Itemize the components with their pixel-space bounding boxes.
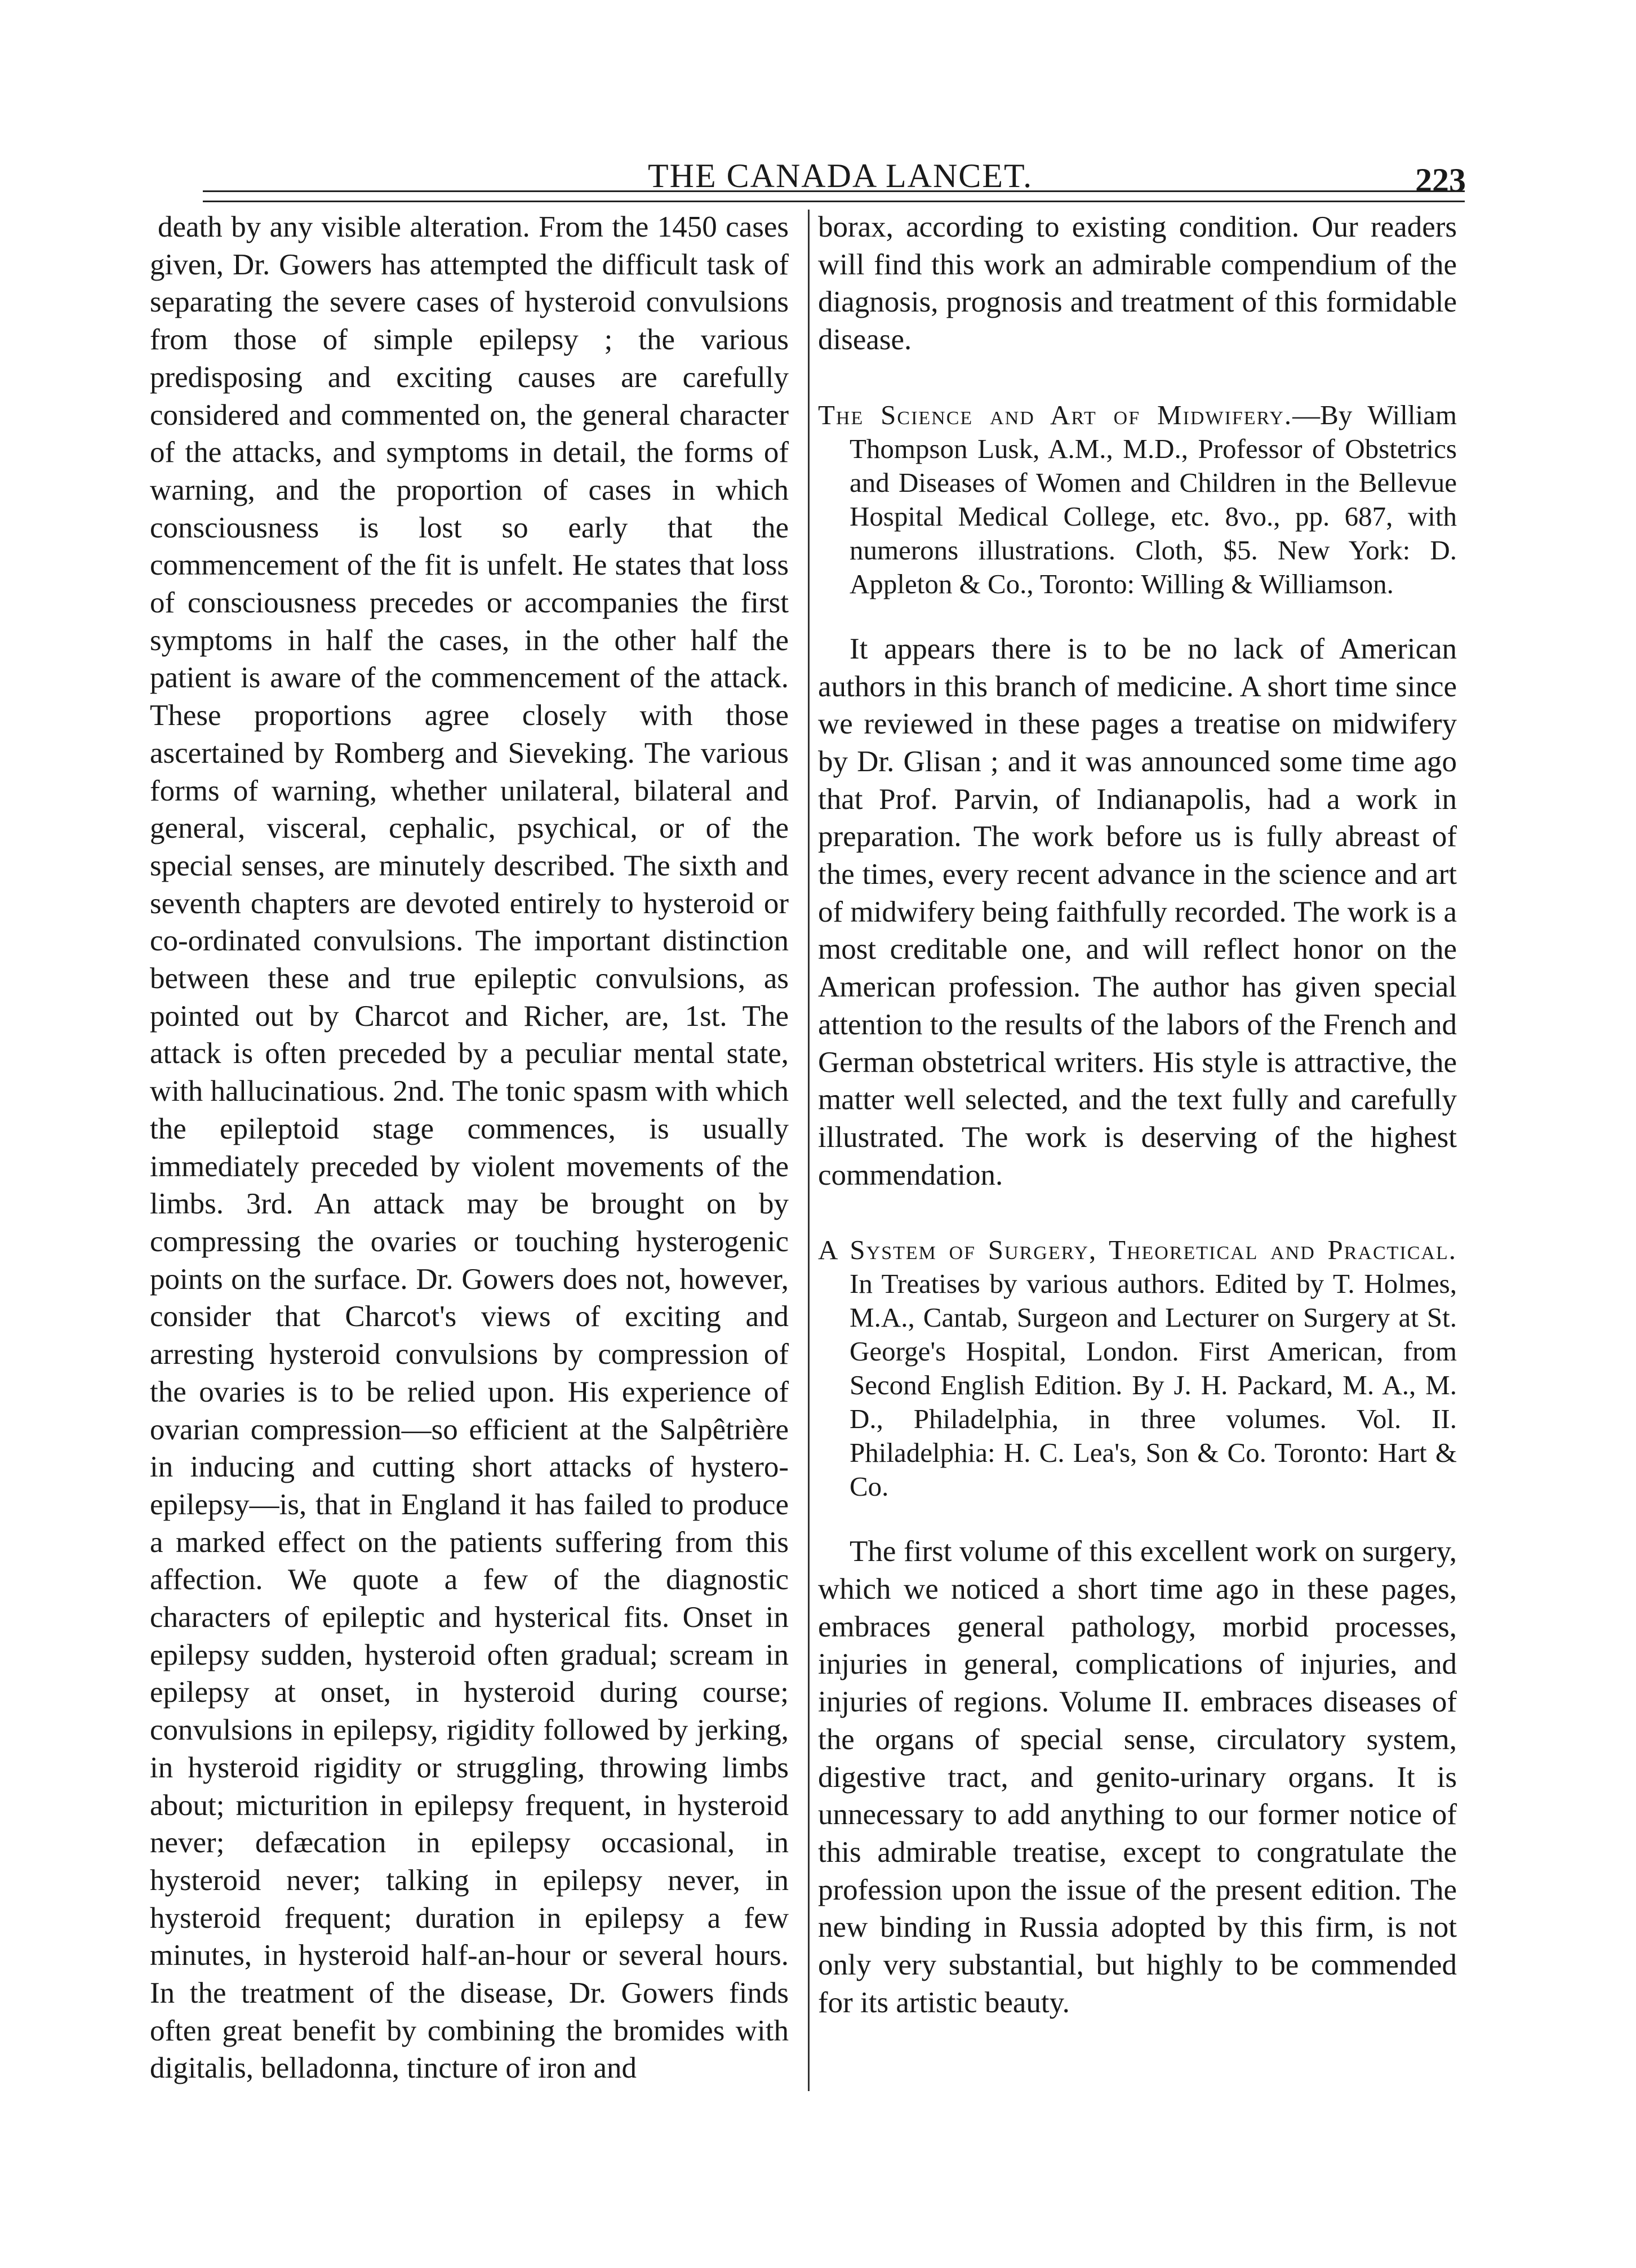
right-column [818,208,1457,2051]
review-citation-surgery: In Treatises by various authors. Edited by T. Holmes, M.A., Cantab, Surgeon and Lecturer on Surgery at St. George's Hospital, London. First American, from Second English Edition. By J. H. Packard, M. A., M. D., Philadelphia, in three volumes. Vol. II. Philadelphia: H. C. Lea's, Son & Co. Toronto: Hart & Co. [850,1268,1457,1502]
column-divider [808,210,810,2091]
review-heading-midwifery [818,398,1457,601]
left-column [150,208,789,2087]
review-citation-midwifery: —By William Thompson Lusk, A.M., M.D., Professor of Obstetrics and Diseases of Women and Children in the Bellevue Hospital Medical College, etc. 8vo., pp. 687, with numerons illustrations. Cloth, $5. New York: D. Appleton & Co., Toronto: Willing & Williamson. [850,399,1457,599]
review-heading-surgery [818,1233,1457,1504]
review-body-surgery: The first volume of this excellent work on surgery, which we noticed a short time ago in these pages, embraces general pathology, morbid processes, injuries in general, complications of injuries, and injuries of regions. Volume II. embraces diseases of the organs of special sense, circulatory system, digestive tract, and genito-urinary organs. It is unnecessary to add anything to our former notice of this admirable treatise, except to congratulate the profession upon the issue of the present edition. The new binding in Russia adopted by this firm, is not only very substantial, but highly to be commended for its artistic beauty. [818,1535,1457,2019]
continuation-paragraph: borax, according to existing condition. Our readers will find this work an admirable compendium of the diagnosis, prognosis and treatment of this formidable disease. [818,211,1457,357]
left-column-text: death by any visible alteration. From the 1450 cases given, Dr. Gowers has attempted the difficult task of separating the severe cases of hysteroid convulsions from those of simple epilepsy ; the various predisposing and exciting causes are carefully considered and commented on, the general character of the attacks, and symptoms in detail, the forms of warning, and the proportion of cases in which consciousness is lost so early that the commencement of the fit is unfelt. He states that loss of consciousness precedes or accompanies the first symptoms in half the cases, in the other half the patient is aware of the commencement of the attack. These proportions agree closely with those ascertained by Romberg and Sieveking. The various forms of warning, whether unilateral, bilateral and general, visceral, cephalic, psychical, or of the special senses, are minutely described. The sixth and seventh chapters are devoted entirely to hysteroid or co-ordinated convulsions. The important distinction between these and true epileptic convulsions, as pointed out by Charcot and Richer, are, 1st. The attack is often preceded by a peculiar mental state, with hallucinatious. 2nd. The tonic spasm with which the epileptoid stage commences, is usually immediately preceded by violent movements of the limbs. 3rd. An attack may be brought on by compressing the ovaries or touching hysterogenic points on the surface. Dr. Gowers does not, however, consider that Charcot's views of exciting and arresting hysteroid convulsions by compression of the ovaries is to be relied upon. His experience of ovarian compression—so efficient at the Salpêtrière in inducing and cutting short attacks of hystero-epilepsy—is, that in England it has failed to produce a marked effect on the patients suffering from this affection. We quote a few of the diagnostic characters of epileptic and hysterical fits. Onset in epilepsy sudden, hysteroid often gradual; scream in epilepsy at onset, in hysteroid during course; convulsions in epilepsy, rigidity followed by jerking, in hysteroid rigidity or struggling, throwing limbs about; micturition in epilepsy frequent, in hysteroid never; defæcation in epilepsy occasional, in hysteroid never; talking in epilepsy never, in hysteroid frequent; duration in epilepsy a few minutes, in hysteroid half-an-hour or several hours. In the treatment of the disease, Dr. Gowers finds often great benefit by combining the bromides with digitalis, belladonna, tincture of iron and [150,211,789,2085]
header-rule-bottom [203,201,1465,202]
review-body-midwifery: It appears there is to be no lack of American authors in this branch of medicine. A short time since we reviewed in these pages a treatise on midwifery by Dr. Glisan ; and it was announced some time ago that Prof. Parvin, of Indianapolis, had a work in preparation. The work before us is fully abreast of the times, every recent advance in the science and art of midwifery being faithfully recorded. The work is a most creditable one, and will reflect honor on the American profession. The author has given special attention to the results of the labors of the French and German obstetrical writers. His style is attractive, the matter well selected, and the text fully and carefully illustrated. The work is deserving of the highest commendation. [818,632,1457,1191]
running-title: THE CANADA LANCET. [648,157,1033,194]
header-rule-top [203,190,1465,192]
review-title-surgery: A System of Surgery, Theoretical and Practical. [818,1234,1457,1266]
page-number: 223 [1415,162,1466,199]
review-title-midwifery: The Science and Art of Midwifery. [818,399,1293,430]
